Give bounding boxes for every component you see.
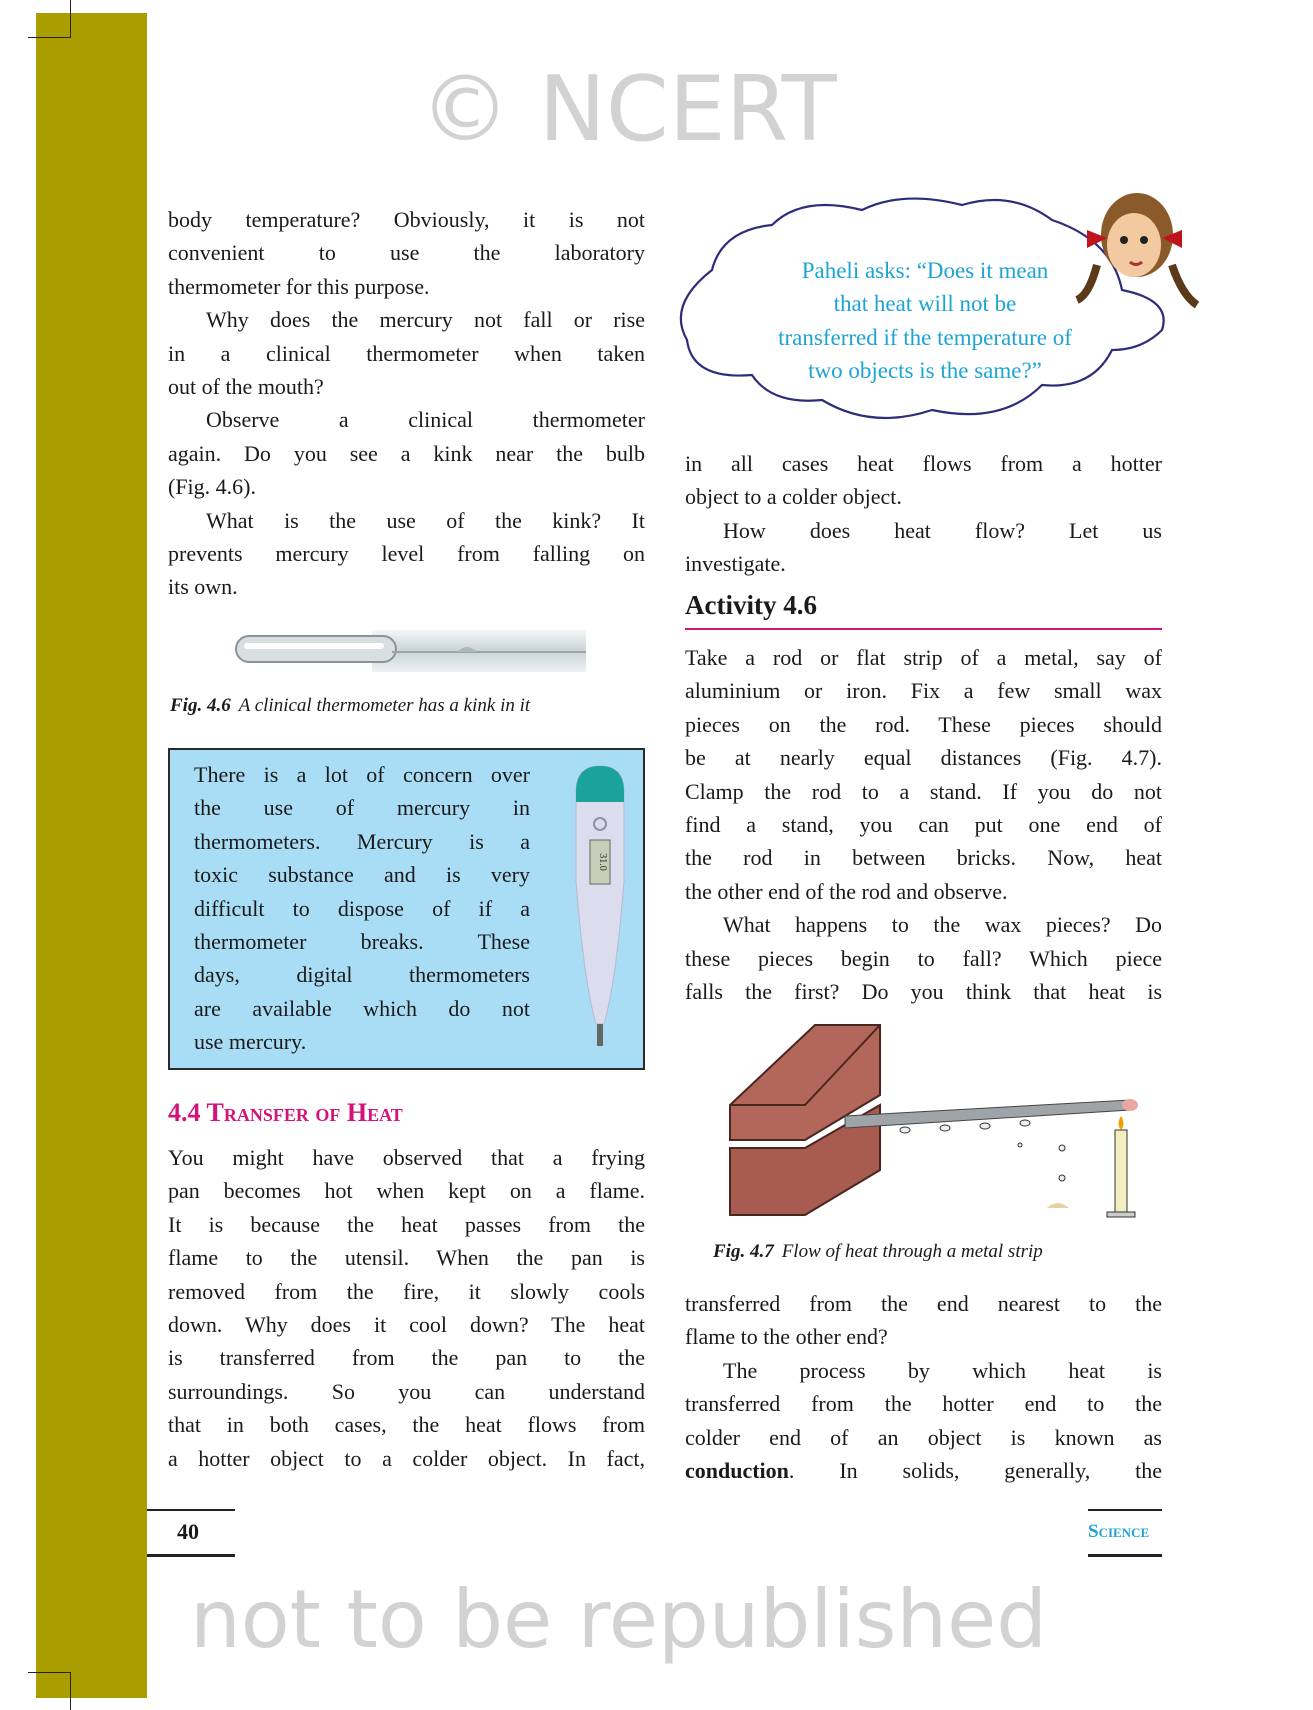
fig-4-6-caption: [170, 695, 530, 717]
text-line: the rod in between bricks. Now, heat: [685, 845, 1162, 871]
footer-rule: [147, 1509, 235, 1511]
mercury-info-box: [168, 748, 645, 1070]
text-line: that in both cases, the heat flows from: [168, 1412, 645, 1438]
paheli-line: Paheli asks: “Does it mean: [801, 258, 1049, 283]
fig-4-7-caption: [713, 1241, 1043, 1263]
footer-rule: [1088, 1554, 1162, 1557]
text-line: You might have observed that a frying: [168, 1145, 645, 1170]
activity-heading: Activity 4.6: [685, 590, 817, 620]
right-column-text-top: [685, 447, 1162, 581]
crop-mark: [28, 1672, 71, 1673]
page-number: 40: [177, 1519, 199, 1544]
text-line: find a stand, you can put one end of: [685, 812, 1162, 838]
text-line: surroundings. So you can understand: [168, 1378, 645, 1404]
crop-mark: [70, 0, 71, 38]
caption-text: A clinical thermometer has a kink in it: [238, 695, 531, 716]
text-line: Observe a clinical thermometer: [206, 407, 645, 433]
text-line: How does heat flow? Let us: [723, 517, 1162, 543]
text-line: investigate.: [685, 551, 786, 577]
text-line: It is because the heat passes from the: [168, 1211, 645, 1237]
text-line: pieces on the rod. These pieces should: [685, 711, 1162, 737]
text-line: down. Why does it cool down? The heat: [168, 1312, 645, 1338]
display-reading: 31.0: [597, 853, 608, 871]
left-column-text-top: [168, 203, 645, 604]
text-line: flame to the other end?: [685, 1324, 888, 1350]
text-line: out of the mouth?: [168, 374, 324, 400]
text-line: Clamp the rod to a stand. If you do not: [685, 778, 1162, 804]
text-line: What is the use of the kink? It: [206, 507, 645, 533]
page-margin-band: [36, 13, 147, 1698]
text-line: prevents mercury level from falling on: [168, 541, 645, 567]
activity-text: [685, 641, 1162, 1008]
text-line: The process by which heat is: [723, 1357, 1162, 1383]
text-line: in a clinical thermometer when taken: [168, 340, 645, 366]
text-line: in all cases heat flows from a hotter: [685, 451, 1162, 476]
digital-thermometer-figure: [570, 762, 630, 1052]
text-line: the other end of the rod and observe.: [685, 878, 1008, 904]
footer-rule: [147, 1554, 235, 1557]
text-line: days, digital thermometers: [194, 962, 530, 988]
crop-mark: [28, 37, 71, 38]
text-line: its own.: [168, 574, 238, 600]
text-line: conduction. In solids, generally, the: [685, 1458, 1162, 1484]
paheli-line: that heat will not be: [833, 291, 1017, 317]
watermark-line: not to be republished: [190, 1573, 1048, 1666]
text-line: the use of mercury in: [194, 795, 530, 821]
left-column-text-bottom: [168, 1141, 645, 1475]
text-line: removed from the fire, it slowly cools: [168, 1278, 645, 1304]
text-line: a hotter object to a colder object. In fact,: [168, 1445, 645, 1471]
text-line: is transferred from the pan to the: [168, 1345, 645, 1371]
text-line: transferred from the hotter end to the: [685, 1391, 1162, 1417]
text-line: these pieces begin to fall? Which piece: [685, 945, 1162, 971]
text-line: Why does the mercury not fall or rise: [206, 307, 645, 333]
fig-label: Fig. 4.6: [170, 695, 231, 716]
caption-text: Flow of heat through a metal strip: [781, 1241, 1043, 1262]
text-line: difficult to dispose of if a: [194, 895, 530, 921]
book-title: Science: [1088, 1521, 1150, 1542]
text-line: be at nearly equal distances (Fig. 4.7).: [685, 745, 1162, 771]
crop-mark: [70, 1672, 71, 1710]
text-line: What happens to the wax pieces? Do: [723, 912, 1162, 938]
heat-conduction-figure: [725, 1020, 1145, 1225]
text-line: flame to the utensil. When the pan is: [168, 1245, 645, 1271]
text-line: convenient to use the laboratory: [168, 240, 645, 266]
right-column-text-bottom: [685, 1287, 1162, 1487]
paheli-question: [705, 254, 1145, 388]
text-line: colder end of an object is known as: [685, 1424, 1162, 1450]
activity-rule: [685, 628, 1162, 630]
text-line: are available which do not: [194, 995, 530, 1021]
text-line: pan becomes hot when kept on a flame.: [168, 1178, 645, 1204]
paheli-line: transferred if the temperature of: [778, 324, 1072, 350]
text-line: again. Do you see a kink near the bulb: [168, 440, 645, 466]
text-line: aluminium or iron. Fix a few small wax: [685, 678, 1162, 704]
text-line: body temperature? Obviously, it is not: [168, 207, 645, 232]
footer-rule: [1088, 1509, 1162, 1511]
text-line: There is a lot of concern over: [194, 762, 530, 787]
bold-term: conduction: [685, 1458, 789, 1484]
text-line: falls the first? Do you think that heat is: [685, 979, 1162, 1005]
text-line: toxic substance and is very: [194, 862, 530, 888]
text-line: use mercury.: [194, 1029, 307, 1055]
text-line: thermometer for this purpose.: [168, 273, 430, 299]
info-box-text: [194, 758, 530, 1059]
text-line: thermometer breaks. These: [194, 929, 530, 955]
text-line: transferred from the end nearest to the: [685, 1291, 1162, 1316]
text-line: thermometers. Mercury is a: [194, 828, 530, 854]
watermark-line: © NCERT: [420, 57, 837, 162]
text-line: (Fig. 4.6).: [168, 474, 256, 500]
section-heading: 4.4 Transfer of Heat: [168, 1098, 403, 1127]
text-line: object to a colder object.: [685, 484, 902, 510]
fig-label: Fig. 4.7: [713, 1241, 774, 1262]
clinical-thermometer-figure: [232, 626, 587, 676]
text-line: Take a rod or flat strip of a metal, say of: [685, 645, 1162, 670]
paheli-line: two objects is the same?”: [808, 358, 1042, 384]
